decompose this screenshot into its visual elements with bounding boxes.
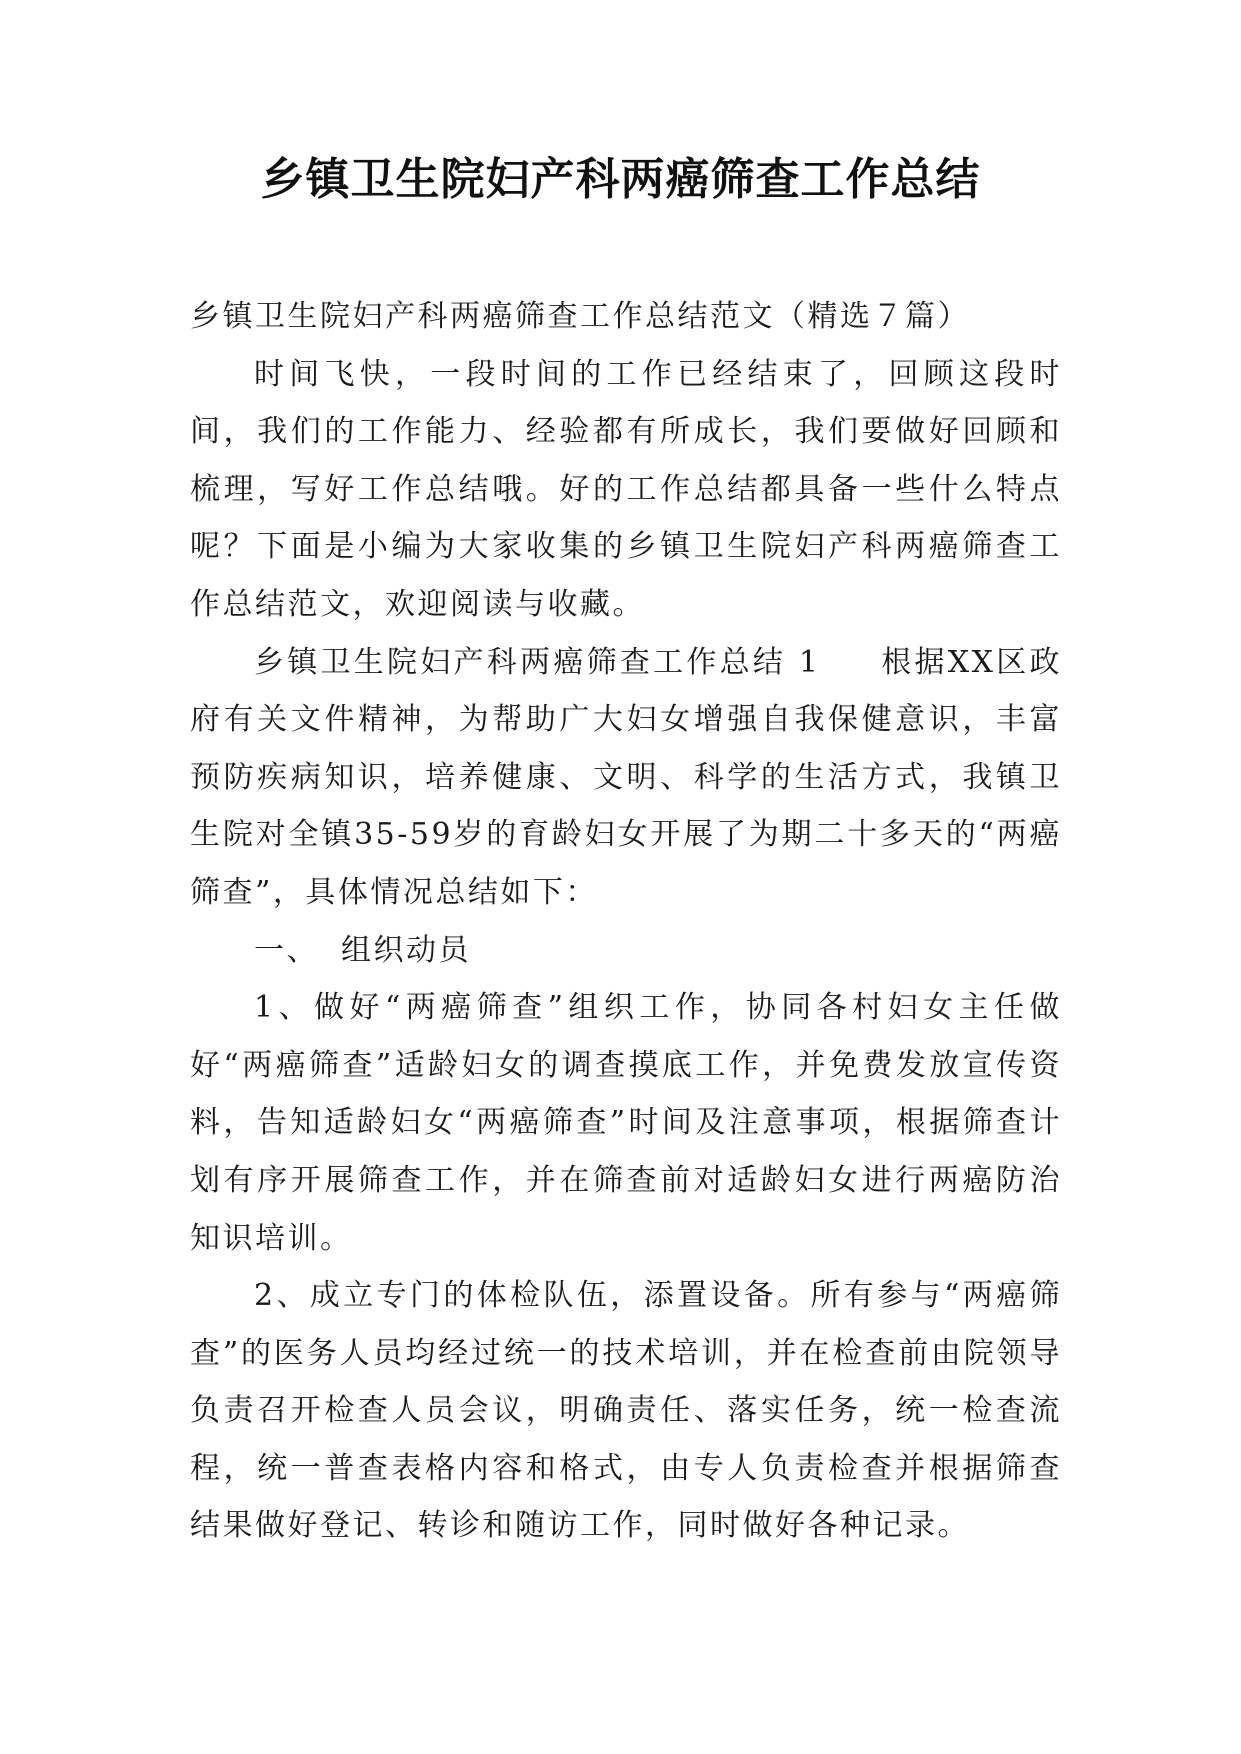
item1-paragraph: 1、做好“两癌筛查”组织工作，协同各村妇女主任做好“两癌筛查”适龄妇女的调查摸底工作，并免费发放宣传资料，告知适龄妇女“两癌筛查”时间及注意事项，根据筛查计划有序开展筛查工作，并在筛查前对适龄妇女进行两癌防治知识培训。 (190, 990, 1062, 1256)
document-title: 乡镇卫生院妇产科两癌筛查工作总结 (260, 154, 981, 205)
part1-heading (190, 922, 1062, 980)
document-body (190, 288, 1062, 1555)
section1-heading: 乡镇卫生院妇产科两癌筛查工作总结 1 (254, 644, 821, 680)
document-subtitle: 乡镇卫生院妇产科两癌筛查工作总结范文（精选７篇） (190, 299, 970, 334)
item2-paragraph: 2、成立专门的体检队伍，添置设备。所有参与“两癌筛查”的医务人员均经过统一的技术培训，并在检查前由院领导负责召开检查人员会议，明确责任、落实任务，统一检查流程，统一普查表格内容和格式，由专人负责检查并根据筛查结果做好登记、转诊和随访工作，同时做好各种记录。 (190, 1278, 1062, 1544)
part1-title: 组织动员 (341, 932, 471, 968)
section1-paragraph (190, 634, 1062, 922)
section1-body: 政府有关文件精神，为帮助广大妇女增强自我保健意识，丰富预防疾病知识，培养健康、文明、科学的生活方式，我镇卫生院对全镇35-59岁的育龄妇女开展了为期二十多天的“两癌筛查”，具体情况总结如下： (190, 644, 1063, 910)
section1-lead: 根据XX区 (880, 644, 1030, 680)
part1-marker: 一、 (254, 932, 319, 968)
intro-paragraph: 时间飞快，一段时间的工作已经结束了，回顾这段时间，我们的工作能力、经验都有所成长，我们要做好回顾和梳理，写好工作总结哦。好的工作总结都具备一些什么特点呢？下面是小编为大家收集的乡镇卫生院妇产科两癌筛查工作总结范文，欢迎阅读与收藏。 (190, 356, 1062, 622)
